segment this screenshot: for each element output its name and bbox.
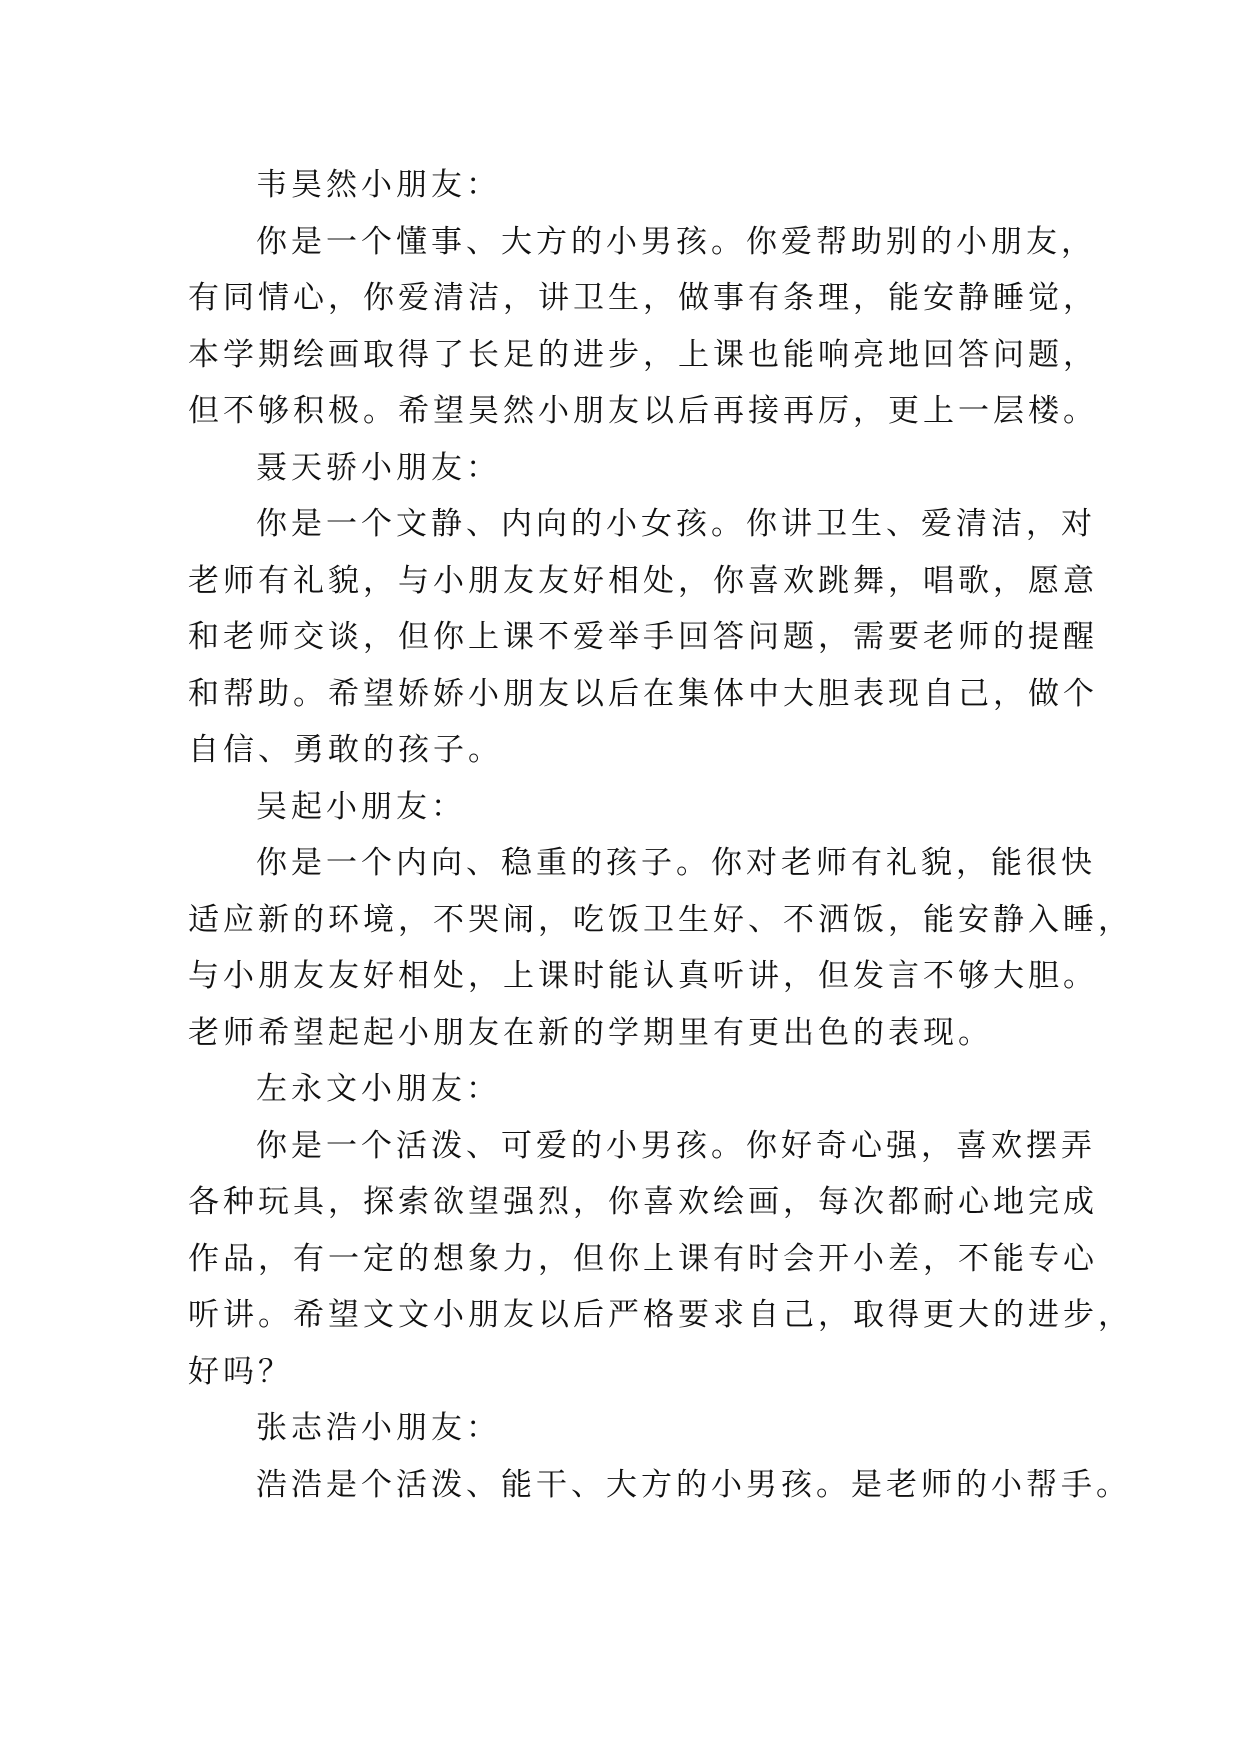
paragraph-line: 听讲。希望文文小朋友以后严格要求自己，取得更大的进步， — [188, 1297, 1133, 1333]
paragraph-line: 作品，有一定的想象力，但你上课有时会开小差，不能专心 — [188, 1240, 1098, 1277]
paragraph-line: 和帮助。希望娇娇小朋友以后在集体中大胆表现自己，做个 — [188, 675, 1098, 712]
paragraph-line: 好吗？ — [188, 1353, 293, 1390]
paragraph-line: 老师希望起起小朋友在新的学期里有更出色的表现。 — [188, 1014, 993, 1051]
paragraph-line: 你是一个活泼、可爱的小男孩。你好奇心强，喜欢摆弄 — [256, 1127, 1096, 1164]
paragraph-line: 本学期绘画取得了长足的进步，上课也能响亮地回答问题， — [188, 336, 1098, 373]
student-heading: 聂天骄小朋友： — [256, 449, 501, 486]
paragraph-line: 但不够积极。希望昊然小朋友以后再接再厉，更上一层楼。 — [188, 393, 1098, 429]
document-body — [188, 157, 1133, 1513]
paragraph-line: 你是一个内向、稳重的孩子。你对老师有礼貌，能很快 — [256, 845, 1096, 881]
student-heading: 韦昊然小朋友： — [256, 167, 501, 203]
paragraph-line: 有同情心，你爱清洁，讲卫生，做事有条理，能安静睡觉， — [188, 280, 1098, 316]
student-heading: 张志浩小朋友： — [256, 1410, 501, 1446]
paragraph-line: 浩浩是个活泼、能干、大方的小男孩。是老师的小帮手。 — [256, 1466, 1131, 1503]
paragraph-line: 各种玩具，探索欲望强烈，你喜欢绘画，每次都耐心地完成 — [188, 1184, 1098, 1220]
paragraph-line: 自信、勇敢的孩子。 — [188, 732, 503, 768]
paragraph-line: 你是一个文静、内向的小女孩。你讲卫生、爱清洁，对 — [256, 506, 1096, 542]
paragraph-line: 和老师交谈，但你上课不爱举手回答问题，需要老师的提醒 — [188, 619, 1098, 655]
student-heading: 吴起小朋友： — [256, 788, 466, 825]
paragraph-line: 老师有礼貌，与小朋友友好相处，你喜欢跳舞，唱歌，愿意 — [188, 562, 1098, 599]
paragraph-line: 与小朋友友好相处，上课时能认真听讲，但发言不够大胆。 — [188, 958, 1098, 994]
student-heading: 左永文小朋友： — [256, 1071, 501, 1107]
paragraph-line: 适应新的环境，不哭闹，吃饭卫生好、不洒饭，能安静入睡， — [188, 901, 1133, 938]
paragraph-line: 你是一个懂事、大方的小男孩。你爱帮助别的小朋友， — [256, 223, 1096, 260]
